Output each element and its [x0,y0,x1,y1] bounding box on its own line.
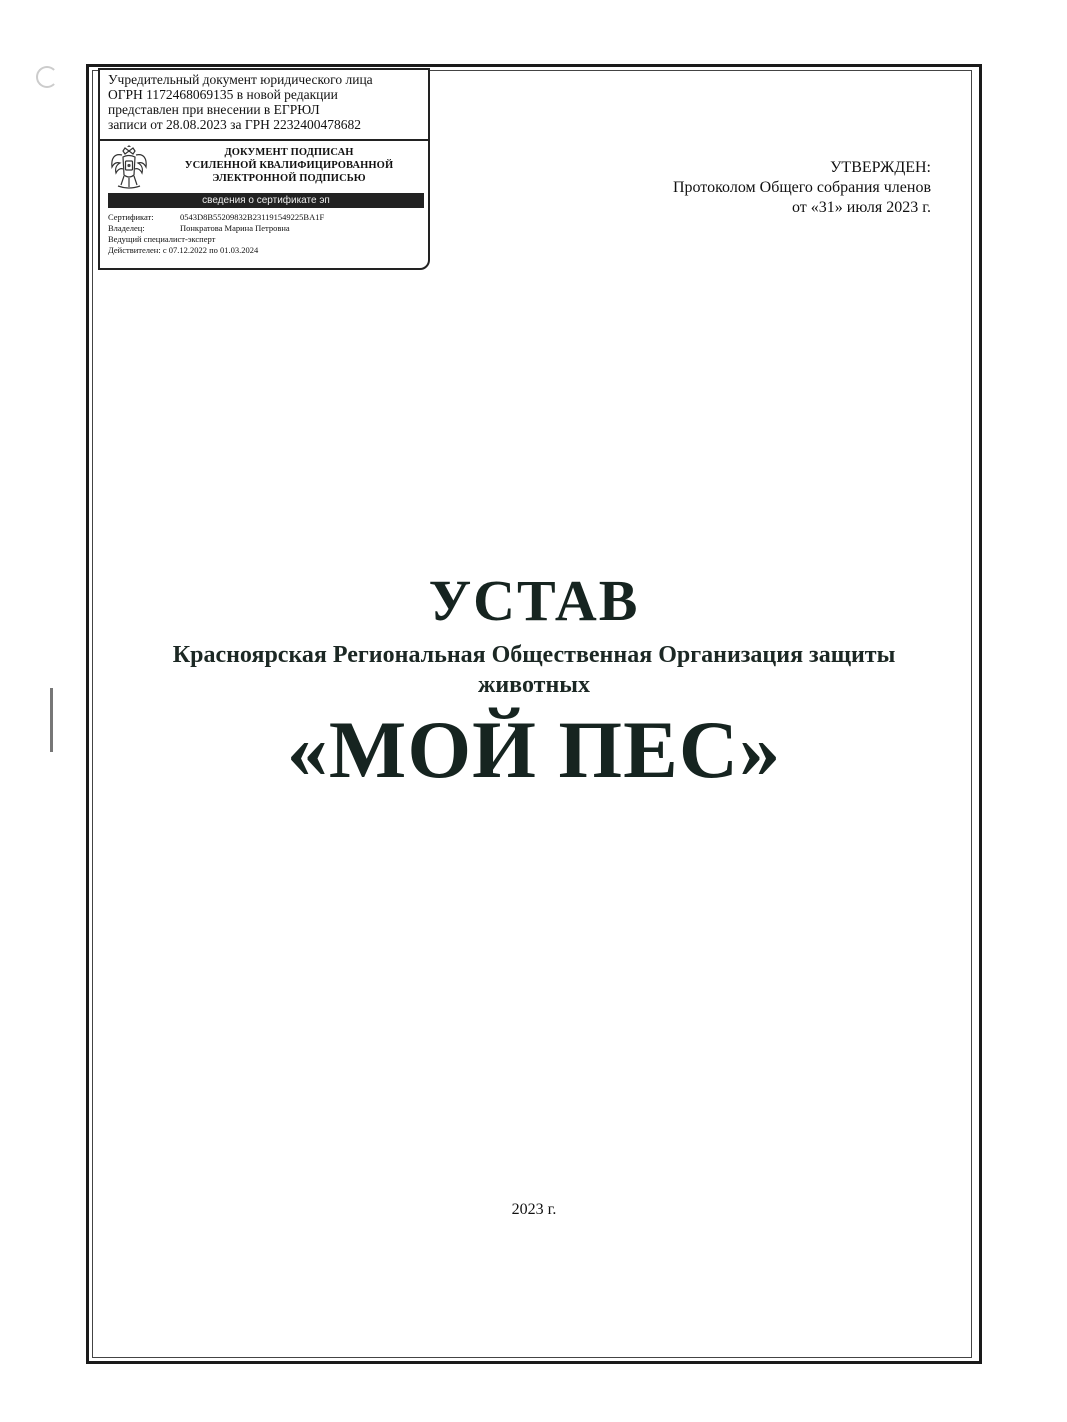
stamp-registration-line: Учредительный документ юридического лица [108,72,373,87]
signed-notice-line: ДОКУМЕНТ ПОДПИСАН [224,147,354,158]
stamp-registration-line: представлен при внесении в ЕГРЮЛ [108,102,320,117]
certificate-label: Сертификат: [108,212,154,222]
signed-notice-line: УСИЛЕННОЙ КВАЛИФИЦИРОВАННОЙ [184,160,394,171]
subtitle-line: животных [477,672,591,698]
validity-label: Действителен: [108,245,161,255]
document-title: УСТАВ [428,568,640,633]
owner-row [108,223,422,234]
position-row: Ведущий специалист-эксперт [108,234,216,244]
stamp-registration-line: записи от 28.08.2023 за ГРН 2232400478682 [108,117,362,132]
approval-heading: УТВЕРЖДЕН: [830,159,931,176]
certificate-info-bar: сведения о сертификате эп [108,193,424,208]
validity-row [108,245,422,256]
russian-coat-of-arms-icon [108,145,150,191]
approval-protocol: Протоколом Общего собрания членов [672,179,931,196]
scan-hole-mark [36,66,58,88]
organization-name: «МОЙ ПЕС» [286,704,782,795]
signed-notice-line: ЭЛЕКТРОННОЙ ПОДПИСЬЮ [212,173,366,184]
subtitle-line: Красноярская Региональная Общественная Организация защиты [172,642,896,668]
validity-value: с 07.12.2022 по 01.03.2024 [162,245,259,255]
owner-label: Владелец: [108,223,145,233]
approval-block [673,158,931,218]
registration-stamp [98,68,430,270]
document-year: 2023 г. [511,1201,557,1218]
signed-notice [158,146,420,185]
stamp-registration-block [100,70,428,141]
certificate-row [108,212,422,223]
scan-edge-mark [50,688,53,752]
owner-value: Понкратова Марина Петровна [180,223,290,233]
stamp-registration-line: ОГРН 1172468069135 в новой редакции [108,87,338,102]
organization-subtitle [86,640,982,700]
approval-date: от «31» июля 2023 г. [792,199,931,216]
certificate-details [100,208,428,256]
certificate-value: 0543D8B55209832B231191549225BA1F [180,212,325,222]
stamp-signature-block [100,141,428,193]
